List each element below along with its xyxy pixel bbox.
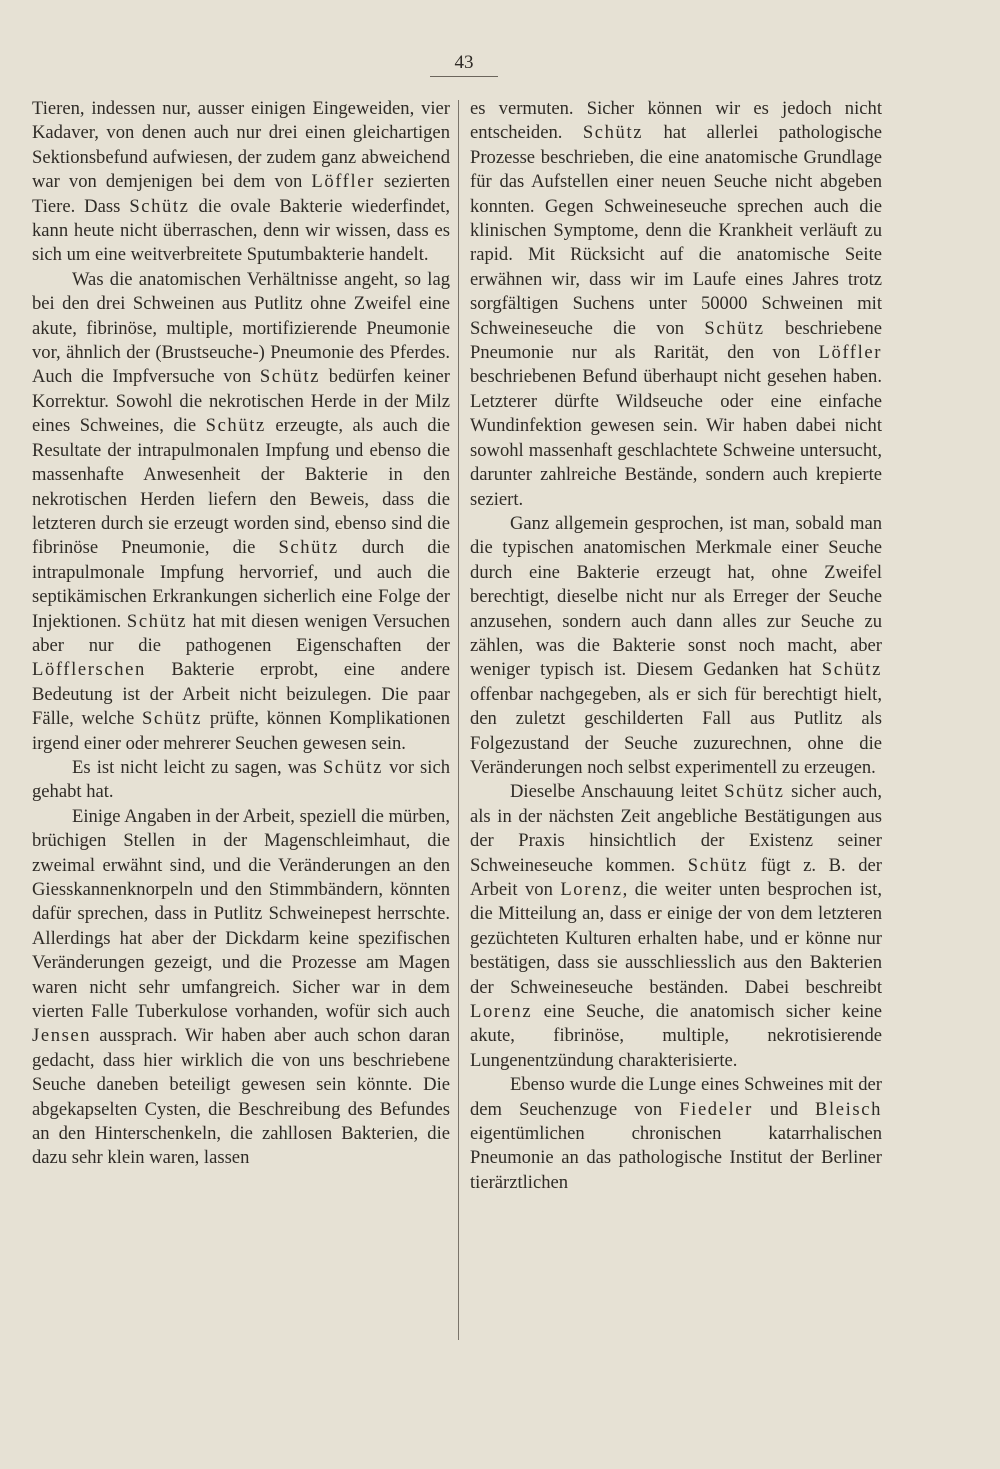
text-run: Ebenso wurde die Lunge eines Schweines mit der dem Seuchenzuge von [470,1074,882,1120]
text-run: eigentümlichen chronischen katarrhalischen Pneumonie an das pathologische Institut der Berliner tierärztlichen [470,1123,882,1193]
spaced-name: Schütz [687,854,748,876]
text-run: erzeugte, als auch die Resultate der intrapulmonalen Impfung und ebenso die massenhafte Anwesenheit der Bakterie in den nekrotischen Herden liefern den Beweis, dass die letzteren durch sie erzeugt worden sind, ebenso sind die fibrinöse Pneumonie, die [32,415,450,559]
text-run: hat mit diesen wenigen Versuchen aber nur die pathogenen Eigenschaften der [32,610,450,656]
spaced-name: Schütz [322,756,384,778]
paragraph [470,780,882,1073]
text-run: sezierten Tiere. Dass [32,171,450,217]
spaced-name: Schütz [278,537,339,559]
spaced-name: Schütz [259,366,321,388]
text-run: bedürfen keiner Korrektur. Sowohl die nekrotischen Herde in der Milz eines Schweines, die [32,366,450,437]
spaced-name: Löffler [818,342,882,364]
spaced-name: Schütz [704,317,765,339]
paragraph [32,268,450,756]
text-run: Dieselbe Anschauung leitet [510,781,725,803]
spaced-name: Schütz [141,708,203,730]
spaced-name: Jensen [32,1025,92,1047]
column-divider [458,100,459,1340]
text-run: Was die anatomischen Verhältnisse angeht, so lag bei den drei Schweinen aus Putlitz ohne Zweifel eine akute, fibrinöse, multiple, mortifizierende Pneumonie vor, ähnlich der (Brustseuche-) Pneumonie des Pferdes. Auch die Impfversuche von [32,268,450,388]
text-run: eine Seuche, die anatomisch sicher keine akute, fibrinöse, multiple, nekrotisierende Lungenentzündung charakterisierte. [470,1001,882,1071]
text-run: Ganz allgemein gesprochen, ist man, sobald man die typischen anatomischen Merkmale einer Seuche durch eine Bakterie erzeugt hat, ohne Zweifel berechtigt, dieselbe nicht nur als Erreger der Seuche anzusehen, sondern auch dann alles zur Seuche zu zählen, was die Bakterie sonst noch macht, aber weniger typisch ist. Diesem Gedanken hat [470,512,882,681]
text-run: und [752,1098,816,1120]
text-run: Bakterie erprobt, eine andere Bedeutung ist der Arbeit nicht beizulegen. Die paar Fälle, welche [32,659,450,730]
spaced-name: Löfflerschen [32,659,146,681]
paragraph [470,512,882,780]
spaced-name: Schütz [821,659,882,681]
text-run: fügt z. B. der Arbeit von [470,854,882,900]
text-run: Es ist nicht leicht zu sagen, was [72,756,323,778]
text-run: beschriebene Pneumonie nur als Rarität, den von [470,317,882,364]
text-run: die ovale Bakterie wiederfindet, kann heute nicht überraschen, denn wir wissen, dass es sich um eine weitverbreitete Sputumbakterie handelt. [32,195,450,266]
spaced-name: Schütz [205,415,266,437]
paragraph [470,97,882,512]
text-run: sicher auch, als in der nächsten Zeit angebliche Bestätigungen aus der Praxis hinsichtlich der Existenz seiner Schweineseuche kommen. [470,781,882,876]
text-run: beschriebenen Befund überhaupt nicht gesehen haben. Letzterer dürfte Wildseuche oder eine einfache Wundinfektion gewesen sein. Wir haben dabei nicht sowohl massenhaft geschlachtete Schweine untersucht, darunter zahlreiche Bestände, sondern auch krepierte seziert. [470,366,882,510]
paragraph [32,805,450,1171]
paragraph [32,97,450,268]
spaced-name: Schütz [126,610,188,632]
spaced-name: Schütz [129,195,190,217]
spaced-name: Schütz [724,781,785,803]
text-run: Tieren, indessen nur, ausser einigen Eingeweiden, vier Kadaver, von denen auch nur drei einen gleichartigen Sektionsbefund aufwiesen, der zudem ganz abweichend war von demjenigen bei dem von [32,98,450,193]
paragraph [32,756,450,805]
left-column [32,97,450,1171]
spaced-name: Fiedeler [679,1098,753,1120]
text-run: prüfte, können Komplikationen irgend einer oder mehrerer Seuchen gewesen sein. [32,708,450,754]
text-run: durch die intrapulmonale Impfung hervorrief, und auch die septikämischen Erkrankungen sicherlich eine Folge der Injektionen. [32,537,450,632]
spaced-name: Lorenz [560,879,623,900]
page-number: 43 [454,52,474,73]
text-run: offenbar nachgegeben, als er sich für berechtigt hielt, den zuletzt geschilderten Fall aus Putlitz als Folgezustand der Seuche zuzurechnen, ohne die Veränderungen noch selbst experimentell zu erzeugen. [470,683,882,778]
paragraph [470,1073,882,1195]
text-run: , die weiter unten besprochen ist, die Mitteilung an, dass er einige der von dem letzteren gezüchteten Kulturen erhalten habe, und er könne nur bestätigen, dass sie ausschliesslich aus den Bakterien der Schweineseuche beständen. Dabei beschreibt [470,879,882,998]
text-run: hat allerlei pathologische Prozesse beschrieben, die eine anatomische Grundlage für das Aufstellen einer neuen Seuche nicht abgeben konnten. Gegen Schweineseuche sprechen auch die klinischen Symptome, denn die Krankheit verläuft zu rapid. Mit Rücksicht auf die anatomische Seite erwähnen wir, dass wir im Laufe eines Jahres trotz sorgfältigen Suchens unter 50000 Schweinen mit Schweineseuche die von [470,122,882,339]
text-run: aussprach. Wir haben aber auch schon daran gedacht, dass hier wirklich die von uns beschriebene Seuche daneben beteiligt gewesen sein könnte. Die abgekapselten Cysten, die Beschreibung des Befundes an den Hinterschenkeln, die zahllosen Bakterien, die dazu sehr klein waren, lassen [32,1025,450,1169]
text-run: Einige Angaben in der Arbeit, speziell die mürben, brüchigen Stellen in der Magenschleimhaut, die zweimal erwähnt sind, und die Veränderungen an den Giesskannenknorpeln und den Stimmbändern, könnten dafür sprechen, dass in Putlitz Schweinepest herrschte. Allerdings hat aber der Dickdarm keine spezifischen Veränderungen gezeigt, und die Prozesse am Magen waren nicht sehr umfangreich. Sicher war in dem vierten Falle Tuberkulose vorhanden, wofür sich auch [32,805,450,1023]
page-number-rule [430,76,498,77]
spaced-name: Löffler [311,171,375,193]
spaced-name: Bleisch [815,1098,882,1120]
spaced-name: Schütz [582,122,644,144]
text-run: es vermuten. Sicher können wir es jedoch nicht entscheiden. [470,98,882,144]
spaced-name: Lorenz [470,1001,533,1023]
text-run: vor sich gehabt hat. [32,756,450,803]
right-column [470,97,882,1195]
